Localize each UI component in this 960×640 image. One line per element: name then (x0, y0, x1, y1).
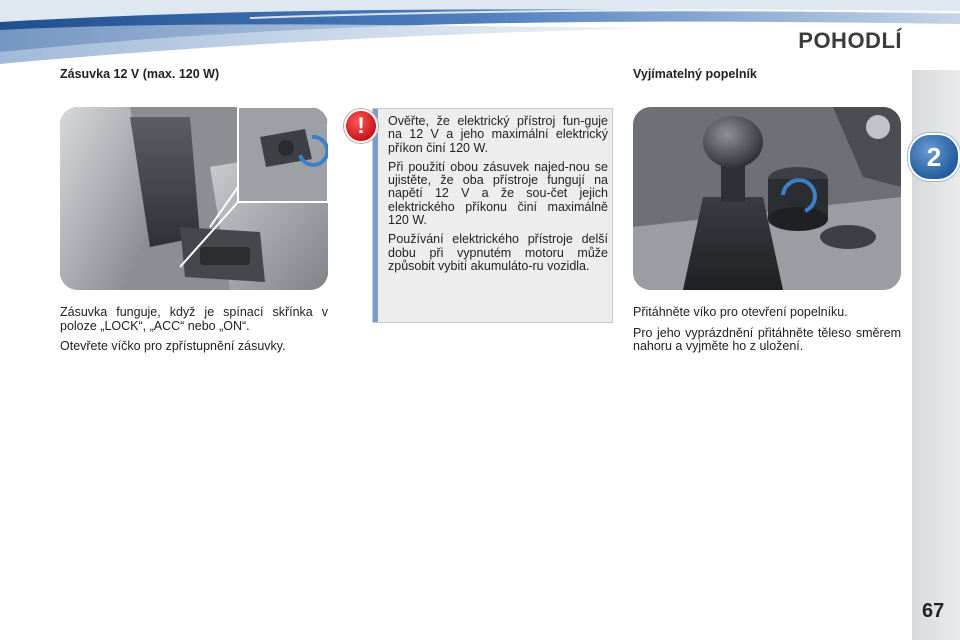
chapter-number-badge: 2 (908, 133, 960, 181)
socket-section-heading: Zásuvka 12 V (max. 120 W) (60, 67, 220, 81)
warning-paragraph-1: Ověřte, že elektrický přístroj fun-guje na 12 V a jeho maximální elektrický příkon činí 120 W. (388, 114, 608, 155)
ashtray-photo (633, 107, 901, 290)
page-header (0, 0, 960, 70)
warning-box (372, 108, 613, 323)
ashtray-section-heading: Vyjímatelný popelník (633, 67, 757, 81)
page-number: 67 (922, 600, 945, 622)
ashtray-paragraph-1: Přitáhněte víko pro otevření popelníku. (633, 305, 848, 319)
chapter-title: POHODLÍ (798, 28, 902, 53)
warning-paragraph-2: Při použití obou zásuvek najed-nou se ujistěte, že oba přístroje fungují na napětí 12 V a že sou-čet jejich elektrického příkonu činí maximálně 120 W. (388, 159, 608, 228)
ashtray-description (633, 306, 901, 361)
warning-paragraph-3: Používání elektrického přístroje delší dobu při vypnutém motoru může způsobit vybití akumuláto-ru vozidla. (388, 232, 608, 273)
exclamation-icon: ! (344, 109, 378, 143)
socket-paragraph-1: Zásuvka funguje, když je spínací skřínka v poloze „LOCK“, „ACC“ nebo „ON“. (60, 305, 328, 333)
socket-paragraph-2: Otevřete víčko pro zpřístupnění zásuvky. (60, 339, 286, 353)
socket-photo (60, 107, 328, 290)
socket-description (60, 306, 328, 361)
warning-text (388, 115, 608, 279)
warning-accent-bar (373, 109, 378, 322)
ashtray-paragraph-2: Pro jeho vyprázdnění přitáhněte těleso směrem nahoru a vyjměte ho z uložení. (633, 325, 901, 353)
